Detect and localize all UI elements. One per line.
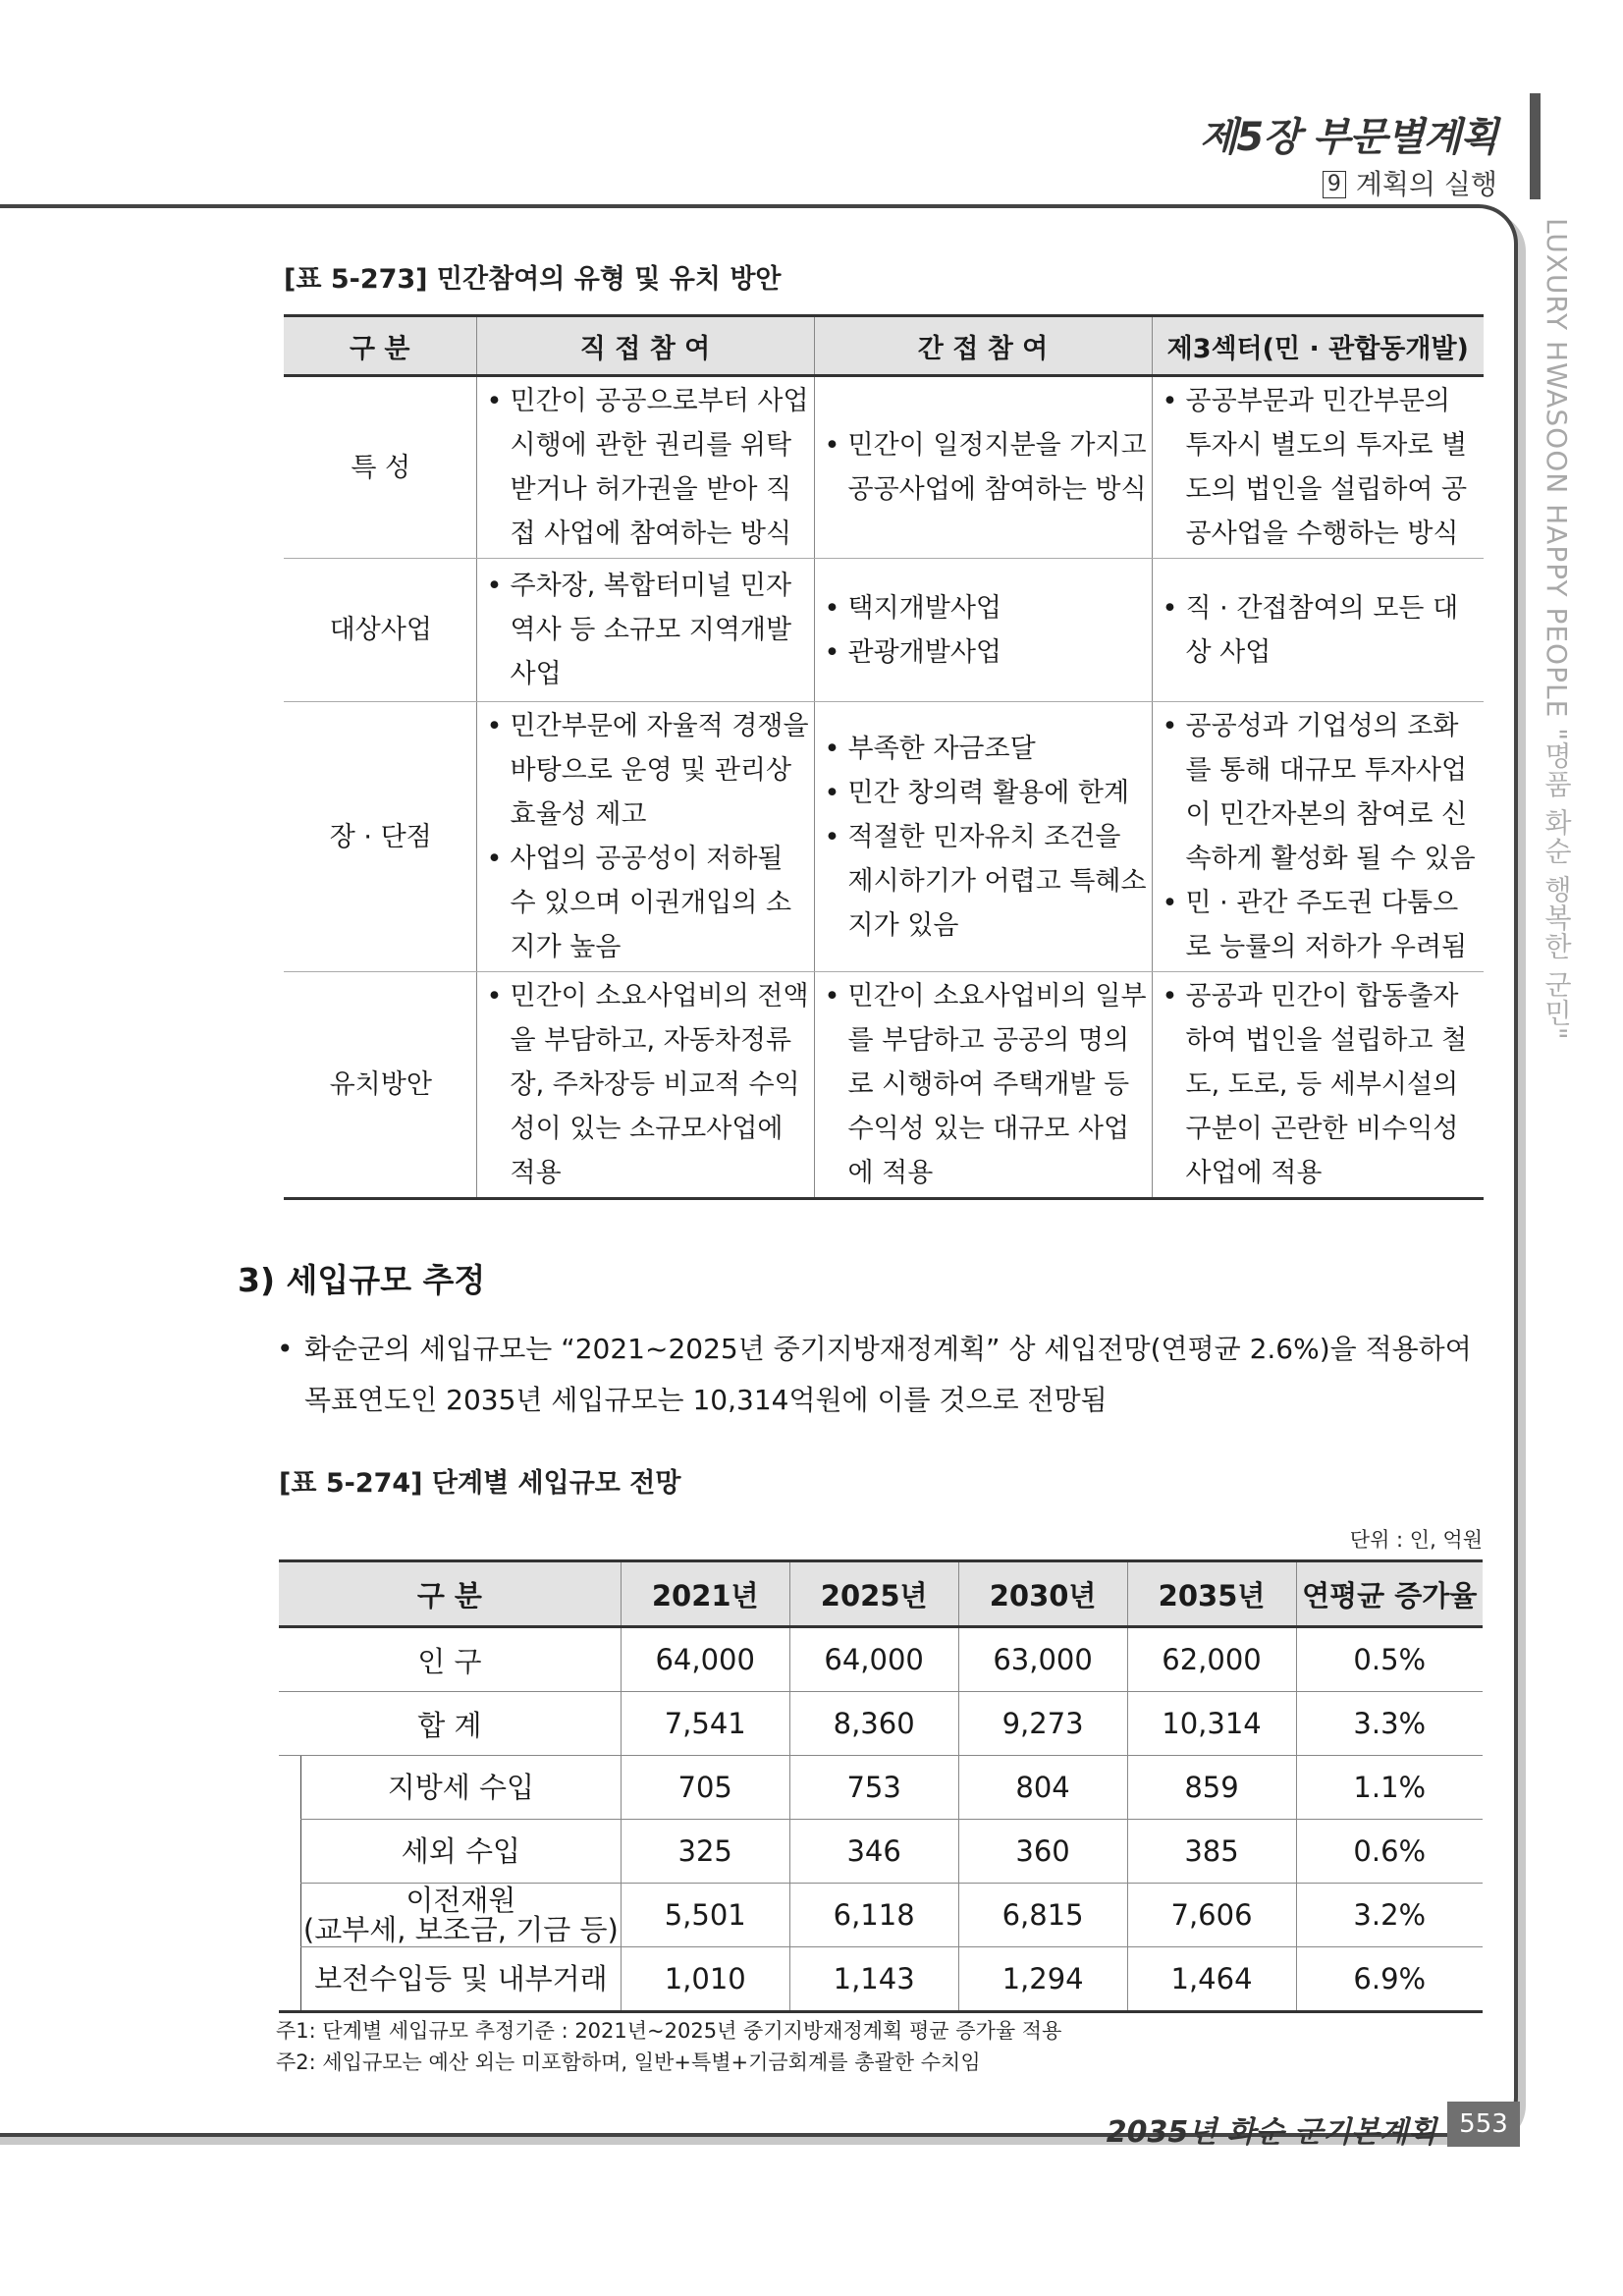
table2-header-2021: 2021년	[621, 1561, 789, 1627]
cell-value: 64,000	[789, 1627, 958, 1692]
table2-header-growth: 연평균 증가율	[1296, 1561, 1483, 1627]
cell-value: 10,314	[1127, 1692, 1296, 1756]
list-item: • 민간 창의력 활용에 한계	[821, 771, 1148, 815]
cell-value: 63,000	[958, 1627, 1127, 1692]
list-item: • 공공성과 기업성의 조화를 통해 대규모 투자사업이 민간자본의 참여로 신속하게 활성화 될 수 있음	[1159, 704, 1481, 881]
row-label-sub: (교부세, 보조금, 기금 등)	[302, 1913, 619, 1946]
table1-header-indirect: 간 접 참 여	[814, 316, 1152, 376]
table2-caption: [표 5-274] 단계별 세입규모 전망	[279, 1468, 681, 1499]
side-slogan-text: LUXURY HWASOON HAPPY PEOPLE "명품 화순 행복한 군민"	[1541, 218, 1573, 1041]
table2-header-2035: 2035년	[1127, 1561, 1296, 1627]
list-item: • 부족한 자금조달	[821, 727, 1148, 771]
cell-value: 62,000	[1127, 1627, 1296, 1692]
cell-value: 0.6%	[1296, 1820, 1483, 1884]
list-item: • 택지개발사업	[821, 586, 1148, 630]
row-label: 대상사업	[284, 559, 476, 702]
private-participation-table	[284, 314, 1484, 1200]
cell-direct	[476, 702, 814, 972]
section-paragraph	[277, 1324, 1494, 1426]
list-item: • 민간부문에 자율적 경쟁을 바탕으로 운영 및 관리상 효율성 제고	[483, 704, 810, 837]
row-label: 지방세 수입	[300, 1756, 621, 1820]
table-row	[284, 972, 1484, 1199]
cell-value: 6,815	[958, 1884, 1127, 1947]
section-number: 9	[1323, 171, 1346, 198]
table2-header-category: 구 분	[279, 1561, 621, 1627]
cell-value: 8,360	[789, 1692, 958, 1756]
cell-value: 325	[621, 1820, 789, 1884]
table-row	[279, 1627, 1483, 1692]
table1-header-direct: 직 접 참 여	[476, 316, 814, 376]
cell-value: 64,000	[621, 1627, 789, 1692]
header-accent-bar	[1530, 93, 1541, 199]
cell-value: 6,118	[789, 1884, 958, 1947]
cell-value: 1,010	[621, 1947, 789, 2012]
list-item: • 공공부문과 민간부문의 투자시 별도의 투자로 별도의 법인을 설립하여 공공사업을 수행하는 방식	[1159, 379, 1481, 556]
cell-direct	[476, 559, 814, 702]
indent-spacer	[279, 1884, 300, 1947]
revenue-projection-table	[279, 1559, 1483, 2013]
cell-value: 1,143	[789, 1947, 958, 2012]
row-label: 인 구	[279, 1627, 621, 1692]
table2-unit: 단위 : 인, 억원	[1349, 1528, 1483, 1552]
list-item: • 적절한 민자유치 조건을 제시하기가 어렵고 특혜소지가 있음	[821, 815, 1148, 948]
cell-value: 705	[621, 1756, 789, 1820]
cell-value: 3.3%	[1296, 1692, 1483, 1756]
indent-spacer	[279, 1756, 300, 1820]
list-item: • 직 · 간접참여의 모든 대상 사업	[1159, 586, 1481, 675]
cell-direct	[476, 972, 814, 1199]
list-item: • 민간이 소요사업비의 일부를 부담하고 공공의 명의로 시행하여 주택개발 등 수익성 있는 대규모 사업에 적용	[821, 974, 1148, 1195]
table-row	[279, 1692, 1483, 1756]
cell-value: 7,541	[621, 1692, 789, 1756]
list-item: • 민간이 소요사업비의 전액을 부담하고, 자동차정류장, 주차장등 비교적 수익성이 있는 소규모사업에 적용	[483, 974, 810, 1195]
table-row	[279, 1947, 1483, 2012]
table1-header-category: 구 분	[284, 316, 476, 376]
table-row	[279, 1820, 1483, 1884]
row-label-main: 이전재원	[406, 1884, 516, 1917]
table-row	[279, 1756, 1483, 1820]
cell-value: 385	[1127, 1820, 1296, 1884]
cell-value: 9,273	[958, 1692, 1127, 1756]
table2-header-2025: 2025년	[789, 1561, 958, 1627]
table2-header-row	[279, 1561, 1483, 1627]
table1-header-third-sector: 제3섹터(민 · 관합동개발)	[1152, 316, 1484, 376]
list-item: • 민 · 관간 주도권 다툼으로 능률의 저하가 우려됨	[1159, 881, 1481, 969]
list-item: • 관광개발사업	[821, 630, 1148, 675]
chapter-title: 제5장 부문별계획	[1199, 115, 1497, 160]
row-label: 유치방안	[284, 972, 476, 1199]
cell-indirect	[814, 559, 1152, 702]
cell-value: 3.2%	[1296, 1884, 1483, 1947]
cell-value: 859	[1127, 1756, 1296, 1820]
cell-value: 346	[789, 1820, 958, 1884]
cell-value: 360	[958, 1820, 1127, 1884]
indent-spacer	[279, 1820, 300, 1884]
row-label: 장 · 단점	[284, 702, 476, 972]
cell-third	[1152, 376, 1484, 559]
cell-value: 1.1%	[1296, 1756, 1483, 1820]
table-row	[284, 559, 1484, 702]
cell-direct	[476, 376, 814, 559]
list-item: • 민간이 공공으로부터 사업 시행에 관한 권리를 위탁 받거나 허가권을 받아 직접 사업에 참여하는 방식	[483, 379, 810, 556]
cell-indirect	[814, 376, 1152, 559]
row-label: 세외 수입	[300, 1820, 621, 1884]
cell-third	[1152, 972, 1484, 1199]
list-item: • 주차장, 복합터미널 민자역사 등 소규모 지역개발사업	[483, 564, 810, 696]
table1-header-row	[284, 316, 1484, 376]
footer-title: 2035년 화순 군기본계획	[1106, 2115, 1436, 2150]
cell-third	[1152, 702, 1484, 972]
cell-indirect	[814, 702, 1152, 972]
row-label: 보전수입등 및 내부거래	[300, 1947, 621, 2012]
cell-third	[1152, 559, 1484, 702]
row-label: 특 성	[284, 376, 476, 559]
section-title	[1323, 163, 1497, 202]
paragraph-text: 화순군의 세입규모는 “2021~2025년 중기지방재정계획” 상 세입전망(연평균 2.6%)을 적용하여 목표연도인 2035년 세입규모는 10,314억원에 이를 것으로 전망됨	[304, 1333, 1472, 1416]
section-title-text: 계획의 실행	[1355, 168, 1497, 200]
page-number: 553	[1447, 2102, 1520, 2147]
indent-spacer	[279, 1947, 300, 2012]
cell-value: 6.9%	[1296, 1947, 1483, 2012]
section-heading: 3) 세입규모 추정	[238, 1261, 486, 1299]
list-item: • 공공과 민간이 합동출자하여 법인을 설립하고 철도, 도로, 등 세부시설의 구분이 곤란한 비수익성 사업에 적용	[1159, 974, 1481, 1195]
table2-note-2: 주2: 세입규모는 예산 외는 미포함하며, 일반+특별+기금회계를 총괄한 수치임	[276, 2050, 981, 2074]
list-item: • 사업의 공공성이 저하될 수 있으며 이권개입의 소지가 높음	[483, 837, 810, 969]
cell-value: 1,464	[1127, 1947, 1296, 2012]
table1-caption: [표 5-273] 민간참여의 유형 및 유치 방안	[284, 264, 782, 295]
bullet-dot: •	[277, 1333, 294, 1365]
cell-value: 804	[958, 1756, 1127, 1820]
table-row	[284, 702, 1484, 972]
table2-header-2030: 2030년	[958, 1561, 1127, 1627]
cell-value: 7,606	[1127, 1884, 1296, 1947]
table-row	[284, 376, 1484, 559]
cell-value: 753	[789, 1756, 958, 1820]
side-slogan	[1532, 218, 1581, 1072]
row-label	[300, 1884, 621, 1947]
cell-indirect	[814, 972, 1152, 1199]
list-item: • 민간이 일정지분을 가지고 공공사업에 참여하는 방식	[821, 423, 1148, 512]
cell-value: 5,501	[621, 1884, 789, 1947]
table2-note-1: 주1: 단계별 세입규모 추정기준 : 2021년~2025년 중기지방재정계획 평균 증가율 적용	[276, 2019, 1062, 2043]
row-label: 합 계	[279, 1692, 621, 1756]
cell-value: 1,294	[958, 1947, 1127, 2012]
table-row	[279, 1884, 1483, 1947]
cell-value: 0.5%	[1296, 1627, 1483, 1692]
